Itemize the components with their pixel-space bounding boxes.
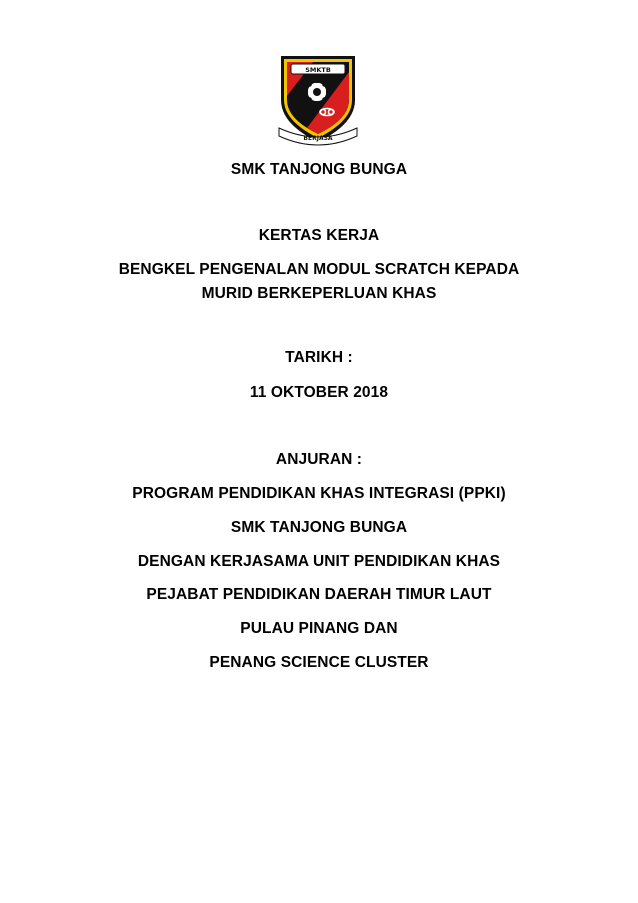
organizer-line: PULAU PINANG DAN xyxy=(240,620,398,637)
svg-text:SMKTB: SMKTB xyxy=(305,66,331,74)
school-crest-logo xyxy=(277,50,359,146)
organizer-line: PEJABAT PENDIDIKAN DAERAH TIMUR LAUT xyxy=(146,586,492,603)
date-label: TARIKH : xyxy=(285,349,353,366)
school-name: SMK TANJONG BUNGA xyxy=(230,161,408,178)
organizer-label: ANJURAN : xyxy=(275,451,363,468)
organizer-line: PROGRAM PENDIDIKAN KHAS INTEGRASI (PPKI) xyxy=(132,485,506,502)
title-line-2: MURID BERKEPERLUAN KHAS xyxy=(201,285,437,302)
date-value: 11 OKTOBER 2018 xyxy=(249,384,389,401)
svg-text:BERJASA: BERJASA xyxy=(303,135,333,142)
organizer-line: SMK TANJONG BUNGA xyxy=(230,519,408,536)
organizer-line: DENGAN KERJASAMA UNIT PENDIDIKAN KHAS xyxy=(137,553,501,570)
document-type: KERTAS KERJA xyxy=(258,227,380,244)
organizer-line: PENANG SCIENCE CLUSTER xyxy=(209,654,429,671)
title-line-1: BENGKEL PENGENALAN MODUL SCRATCH KEPADA xyxy=(118,261,520,278)
